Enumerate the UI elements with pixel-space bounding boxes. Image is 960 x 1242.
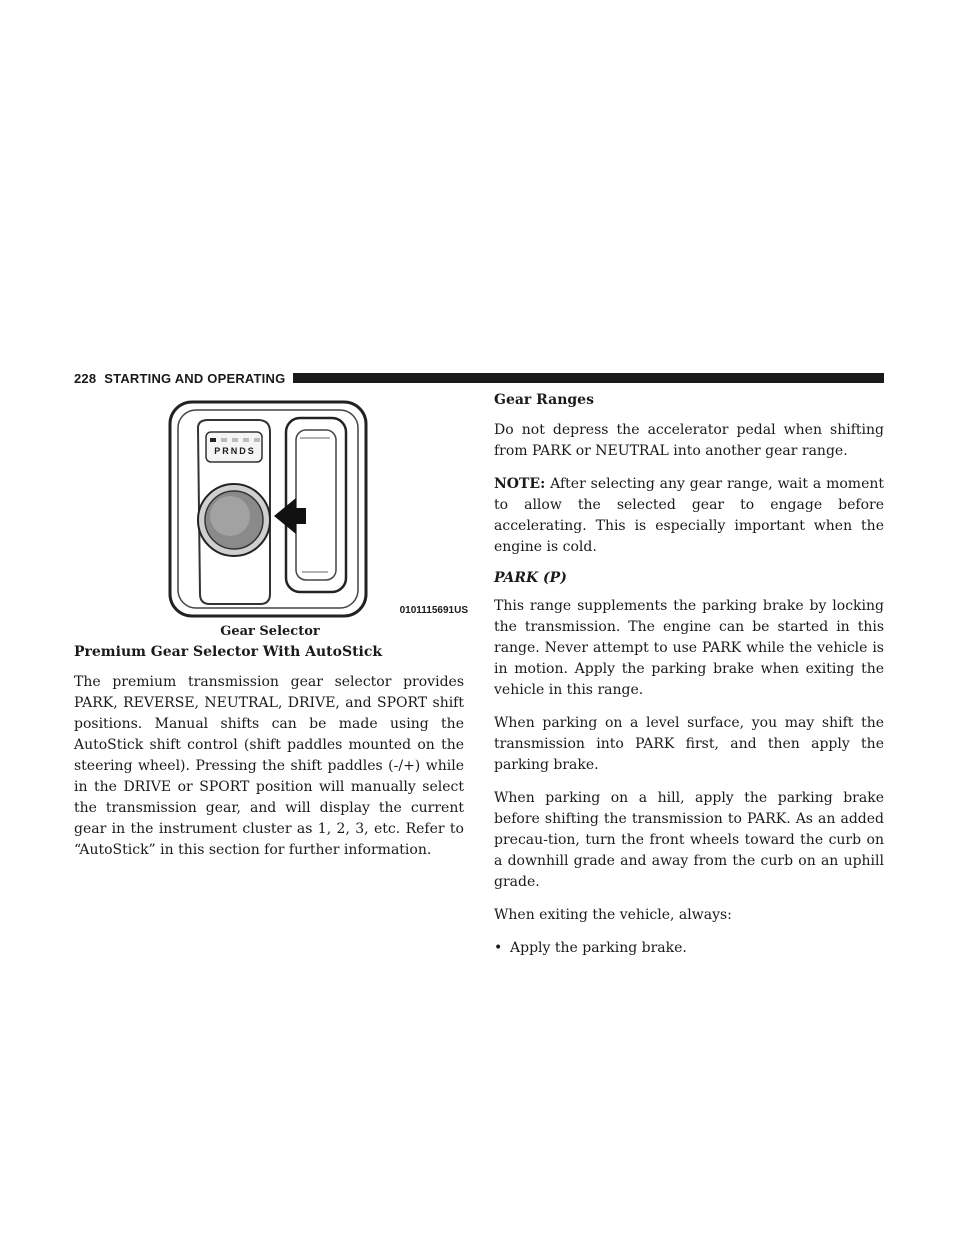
figure-code: 0101115691US [399, 605, 468, 616]
left-column [74, 644, 464, 873]
bullet-item [494, 938, 884, 959]
gear-ranges-heading: Gear Ranges [494, 392, 594, 408]
gear-selector-illustration [150, 398, 470, 618]
bullet-text: Apply the parking brake. [510, 940, 687, 956]
page-header [74, 370, 884, 386]
exiting-paragraph: When exiting the vehicle, always: [494, 907, 732, 923]
figure-caption: Gear Selector [220, 624, 320, 639]
page-number: 228 [74, 370, 97, 386]
section-title: STARTING AND OPERATING [104, 370, 286, 386]
park-paragraph: This range supplements the parking brake by locking the transmission. The engine can be started in this range. Never attempt to use PARK while the vehicle is in motion. Apply the parking brake when exiting the vehicle in this range. [494, 598, 884, 698]
note-text: After selecting any gear range, wait a moment to allow the selected gear to engage before accelerating. This is especially important when the engine is cold. [494, 476, 884, 555]
level-surface-paragraph: When parking on a level surface, you may shift the transmission into PARK first, and then apply the parking brake. [494, 715, 884, 773]
premium-gear-selector-paragraph: The premium transmission gear selector provides PARK, REVERSE, NEUTRAL, DRIVE, and SPORT shift positions. Manual shifts can be made using the AutoStick shift control (shift paddles mounted on the steering wheel). Pressing the shift paddles (-/+) while in the DRIVE or SPORT position will manually select the transmission gear, and will display the current gear in the instrument cluster as 1, 2, 3, etc. Refer to “AutoStick” in this section for further information. [74, 674, 464, 858]
bullet-icon: • [494, 940, 503, 956]
premium-gear-selector-heading: Premium Gear Selector With AutoStick [74, 644, 383, 660]
gear-selector-figure [150, 398, 470, 618]
hill-paragraph: When parking on a hill, apply the parking brake before shifting the transmission to PARK. As an added precau-tion, turn the front wheels toward the curb on a downhill grade and away from the curb on an uphill grade. [494, 790, 884, 890]
accelerator-paragraph: Do not depress the accelerator pedal when shifting from PARK or NEUTRAL into another gear range. [494, 422, 884, 459]
header-rule [293, 373, 884, 383]
park-heading: PARK (P) [494, 570, 567, 586]
note-label: NOTE: [494, 476, 546, 492]
right-column [494, 392, 884, 959]
note-paragraph [494, 474, 884, 558]
shifter-letters: PRNDS [214, 446, 256, 456]
